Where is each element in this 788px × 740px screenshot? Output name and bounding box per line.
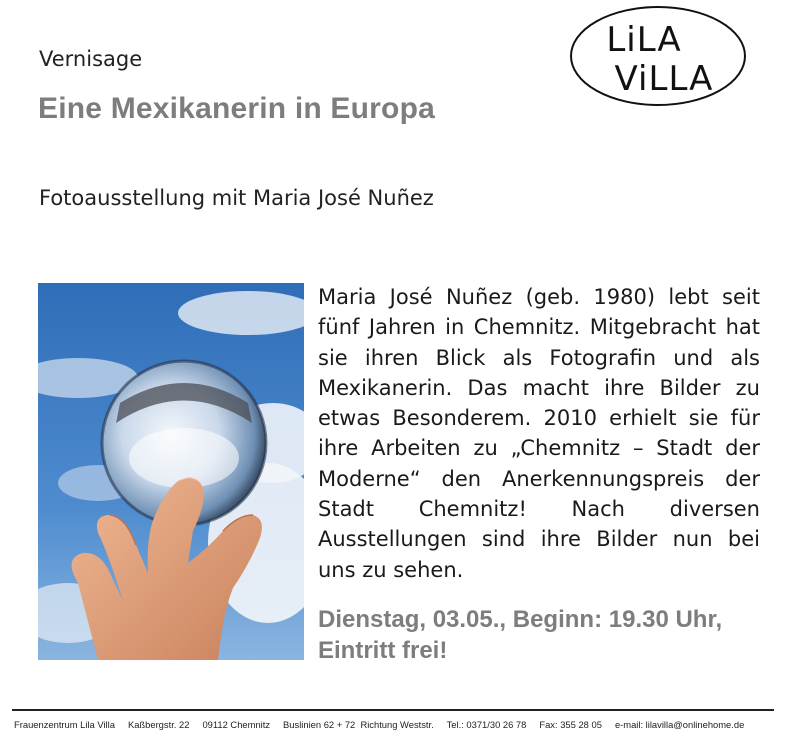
logo-line-1: LiLA <box>606 20 682 60</box>
subtitle: Fotoausstellung mit Maria José Nuñez <box>39 186 434 210</box>
footer-divider <box>12 709 774 711</box>
page-title: Eine Mexikanerin in Europa <box>38 92 435 125</box>
hand-holding-glass-sphere-photo <box>38 283 304 660</box>
logo-line-2: ViLLA <box>614 59 714 99</box>
event-date-time: Dienstag, 03.05., Beginn: 19.30 Uhr, <box>318 606 723 633</box>
photo-illustration <box>38 283 304 660</box>
kicker: Vernisage <box>39 47 143 71</box>
event-info <box>318 604 788 666</box>
footer-contact: Frauenzentrum Lila Villa Kaßbergstr. 22 09112 Chemnitz Buslinien 62 + 72 Richtung Weststr. Tel.: 0371/30 26 78 Fax: 355 28 05 e-mail: lilavilla@onlinehome.de <box>14 719 745 730</box>
description-paragraph: Maria José Nuñez (geb. 1980) lebt seit fünf Jahren in Chemnitz. Mitgebracht hat sie ihren Blick als Fotografin und als Mexikanerin. Das macht ihre Bilder zu etwas Besonderem. 2010 erhielt sie für ihre Arbeiten zu „Chemnitz – Stadt der Moderne“ den Anerkennungspreis der Stadt Chemnitz! Nach diversen Ausstellungen sind ihre Bilder nun bei uns zu sehen. <box>318 285 760 582</box>
lila-villa-logo <box>568 4 748 108</box>
event-admission: Eintritt frei! <box>318 637 448 664</box>
